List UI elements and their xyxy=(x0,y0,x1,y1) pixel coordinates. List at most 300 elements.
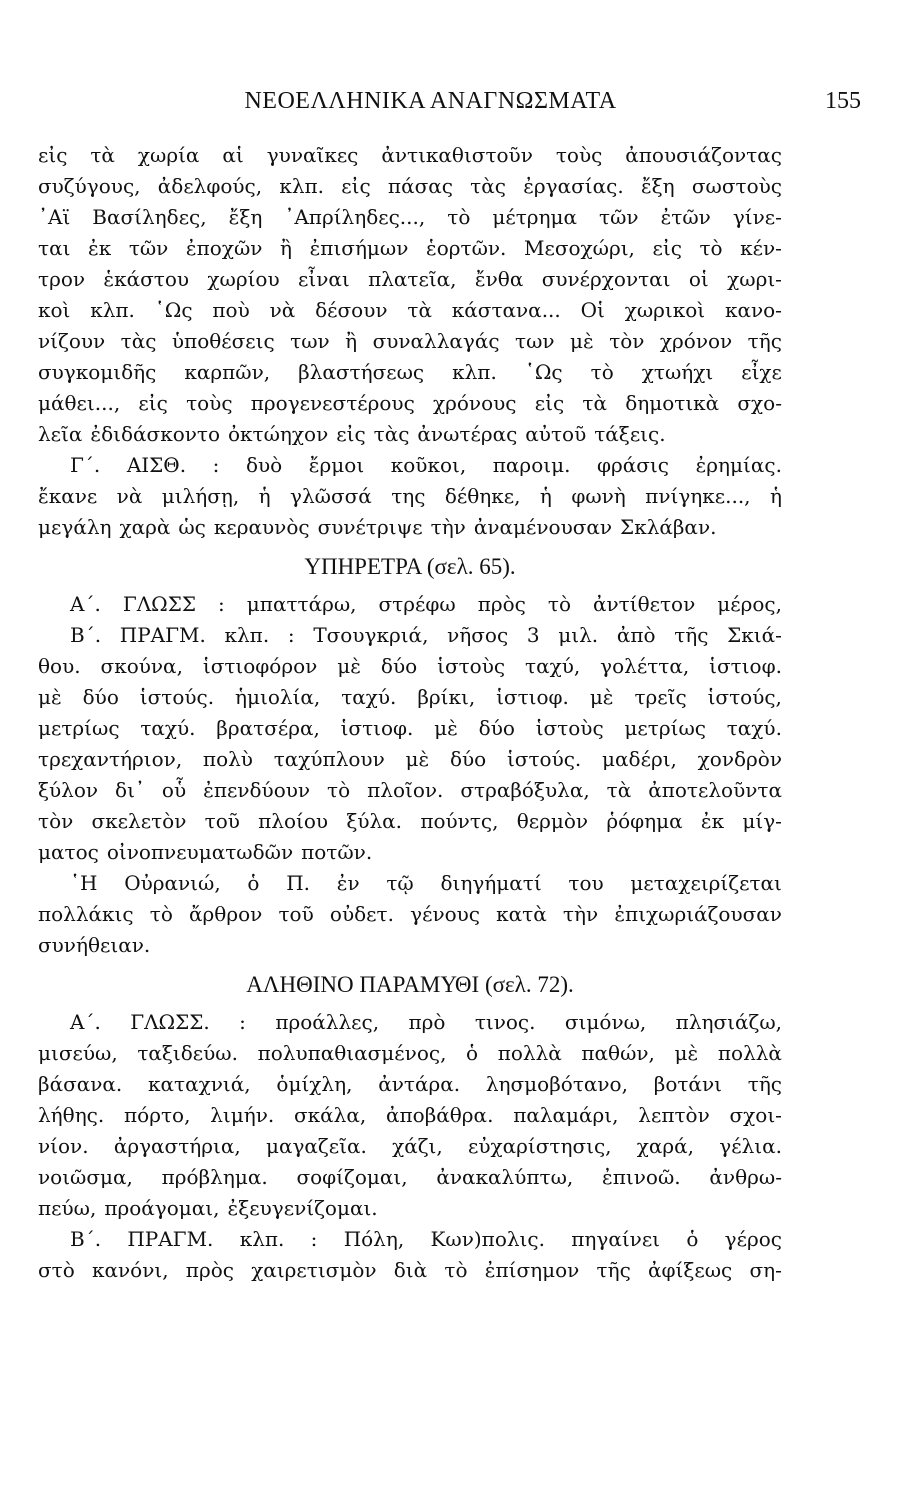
word: εἰς xyxy=(341,174,371,198)
word: Α΄. xyxy=(70,1010,101,1034)
word: χαρά, xyxy=(636,1134,694,1158)
word: πεύω, xyxy=(38,1196,97,1220)
paragraph-ourania xyxy=(38,868,782,961)
word: σκούνα, xyxy=(100,654,183,678)
word: συνέρχονται xyxy=(541,267,671,291)
word: ἀντίθετον xyxy=(593,592,696,616)
text-line xyxy=(38,682,782,713)
word: πόρτο, xyxy=(124,1103,191,1127)
word: Σκιά- xyxy=(727,623,782,647)
word: σκελετὸν xyxy=(91,809,187,833)
word: : xyxy=(310,1227,318,1251)
word: τῆς xyxy=(674,623,709,647)
word: αἱ xyxy=(222,143,244,167)
word: ἀδελφούς, xyxy=(157,174,263,198)
word: στὸ xyxy=(38,1258,75,1282)
word: χρόνους xyxy=(433,391,517,415)
text-line xyxy=(38,233,782,264)
word: ση- xyxy=(749,1258,782,1282)
text-line xyxy=(38,264,782,295)
text-line xyxy=(38,171,782,202)
text-line xyxy=(38,450,782,481)
word: ὁμίχλη, xyxy=(276,1072,353,1096)
word: μεγάλη xyxy=(38,515,112,539)
word: λησμοβότανο, xyxy=(485,1072,628,1096)
word: μεταχειρίζεται xyxy=(630,871,782,895)
word: ἱστιοφόρον xyxy=(202,654,318,678)
word: πρὸς xyxy=(185,1258,234,1282)
text-line xyxy=(38,744,782,775)
paragraph-notes-continued xyxy=(38,140,782,450)
paragraph-glwss-1 xyxy=(38,589,782,620)
word: νὰ xyxy=(269,298,296,322)
word: σοφίζομαι, xyxy=(296,1165,408,1189)
word: χαιρετισμὸν xyxy=(251,1258,377,1282)
word: μπαττάρω, xyxy=(246,592,357,616)
word: γυναῖκες xyxy=(266,143,359,167)
text-line xyxy=(38,140,782,171)
word: τοῦ xyxy=(204,809,240,833)
word: ἡμιολία, xyxy=(235,685,321,709)
word: ἐποχῶν xyxy=(185,236,263,260)
word: ἄρθρον xyxy=(189,902,263,926)
word: ἑκάστου xyxy=(103,267,190,291)
word: ΠΡΑΓΜ. xyxy=(119,623,206,647)
word: γένους xyxy=(410,902,480,926)
text-line xyxy=(38,512,782,543)
word: ἀργαστήρια, xyxy=(113,1134,241,1158)
word: λεπτὸν xyxy=(638,1103,710,1127)
word: σιμόνω, xyxy=(564,1010,647,1034)
text-line xyxy=(38,806,782,837)
word: χωρίου xyxy=(207,267,280,291)
word: δέθηκε, xyxy=(444,484,521,508)
section-heading-ypiretra: ΥΠΗΡΕΤΡΑ (σελ. 65). xyxy=(304,554,516,579)
word: πρόβλημα. xyxy=(161,1165,268,1189)
word: δύο xyxy=(82,685,119,709)
word: τὰς xyxy=(120,329,157,353)
word: συνέτριψε xyxy=(317,515,423,539)
word: πούντς, xyxy=(420,809,499,833)
word: κλπ. xyxy=(224,623,270,647)
word: ἱστούς, xyxy=(707,685,782,709)
paragraph-pragm-2 xyxy=(38,1224,782,1286)
word: πολὺ xyxy=(202,747,253,771)
word: μὲ xyxy=(434,716,458,740)
word: στρέφω xyxy=(378,592,456,616)
word: εἶχε xyxy=(741,360,782,384)
word: νίον. xyxy=(38,1134,89,1158)
running-title: ΝΕΟΕΛΛΗΝΙΚΑ ΑΝΑΓΝΩΣΜΑΤΑ xyxy=(244,88,617,114)
word: ἀποτελοῦντα xyxy=(648,778,782,802)
word: κεραυνὸς xyxy=(213,515,310,539)
text-line xyxy=(38,1131,782,1162)
word: μὲ xyxy=(674,1041,699,1065)
word: ἐπενδύουν xyxy=(203,778,311,802)
word: αὐτοῦ xyxy=(525,422,587,446)
word: ἔξη xyxy=(228,205,263,229)
word: πάσας xyxy=(387,174,453,198)
word: δύο xyxy=(380,654,418,678)
text-line xyxy=(38,1007,782,1038)
word: ἔρμοι xyxy=(308,453,365,477)
word: κλπ. xyxy=(279,174,325,198)
word: ξύλα. xyxy=(346,809,403,833)
word: εὐχαρίστησις, xyxy=(468,1134,612,1158)
text-line xyxy=(38,1100,782,1131)
word: τὰ xyxy=(582,391,607,415)
page-header xyxy=(38,88,861,128)
word: ἐπίσημον xyxy=(484,1258,580,1282)
word: κλπ. xyxy=(452,360,497,384)
word: ἢ xyxy=(345,329,358,353)
word: γλῶσσά xyxy=(290,484,372,508)
word: εἰς xyxy=(38,143,68,167)
word: συγκομιδῆς xyxy=(38,360,157,384)
word: νὰ xyxy=(116,484,143,508)
text-line xyxy=(38,326,782,357)
word: τὰ xyxy=(90,143,115,167)
word: πολυπαθιασμένος, xyxy=(257,1041,447,1065)
word: σκάλα, xyxy=(294,1103,367,1127)
word: κάστανα... xyxy=(451,298,561,322)
word: ἐπισήμων xyxy=(309,236,409,260)
word: μὲ xyxy=(570,329,594,353)
word: ἀντάρα. xyxy=(378,1072,461,1096)
word: τὸ xyxy=(149,902,173,926)
word: ἔκανε xyxy=(38,484,98,508)
word: τὸν xyxy=(609,329,645,353)
word: χτωήχι xyxy=(641,360,714,384)
word: Πόλη, xyxy=(343,1227,405,1251)
word: ΑΙΣΘ. xyxy=(126,453,187,477)
word: χάζι, xyxy=(392,1134,443,1158)
word: τῆς xyxy=(747,329,782,353)
word: ἱστιοφ. xyxy=(340,716,414,740)
word: του xyxy=(568,871,604,895)
word: Π. xyxy=(286,871,310,895)
word: ἱστούς. xyxy=(139,685,215,709)
word: μετρίως xyxy=(624,716,706,740)
word: ἀναμένουσαν xyxy=(473,515,613,539)
word: ἢ xyxy=(280,236,292,260)
word: τὰς xyxy=(373,422,410,446)
word: πολλάκις xyxy=(38,902,134,926)
word: δημοτικὰ xyxy=(625,391,720,415)
paragraph-pragm-1 xyxy=(38,620,782,868)
word: : xyxy=(212,453,220,477)
paragraph-glwss-2 xyxy=(38,1007,782,1224)
word: λιμήν. xyxy=(210,1103,275,1127)
word: κοὶ xyxy=(38,298,71,322)
word: μέτρημα xyxy=(492,205,578,229)
word: ποτῶν. xyxy=(301,840,373,864)
text-line xyxy=(38,295,782,326)
word: ταχύ, xyxy=(525,654,581,678)
word: ἐπινοῶ. xyxy=(602,1165,681,1189)
text-line xyxy=(38,1224,782,1255)
text-line xyxy=(38,775,782,806)
word: ταχύπλουν xyxy=(273,747,385,771)
word: πολλὰ xyxy=(497,1041,562,1065)
word: της xyxy=(391,484,426,508)
word: μετρίως xyxy=(38,716,120,740)
word: φράσις xyxy=(597,453,669,477)
word: πλοίου xyxy=(258,809,329,833)
word: ἐκ xyxy=(88,236,112,260)
word: χρόνον xyxy=(659,329,733,353)
word: μιλ. xyxy=(558,623,599,647)
word: των xyxy=(515,329,555,353)
text-line xyxy=(38,1193,782,1224)
word: λήθης. xyxy=(38,1103,105,1127)
word: καταχνιά, xyxy=(148,1072,251,1096)
page-number: 155 xyxy=(825,88,861,114)
word: καρπῶν, xyxy=(184,360,271,384)
word: τρεῖς xyxy=(634,685,687,709)
word: κοῦκοι, xyxy=(390,453,467,477)
word: ἡ xyxy=(539,484,552,508)
text-line xyxy=(38,202,782,233)
word: κανόνι, xyxy=(92,1258,169,1282)
word: τῶν xyxy=(128,236,169,260)
word: διηγήματί xyxy=(440,871,542,895)
word: μαδέρι, xyxy=(602,747,677,771)
word: συνήθειαν. xyxy=(38,933,151,957)
word: τῷ xyxy=(386,871,414,895)
word: βάσανα. xyxy=(38,1072,123,1096)
word: ἱστοὺς xyxy=(437,654,506,678)
word: ἐκ xyxy=(700,809,725,833)
text-line xyxy=(38,1069,782,1100)
word: ἀνακαλύπτω, xyxy=(436,1165,574,1189)
word: ᾿Αϊ xyxy=(38,205,71,229)
word: ταχύ. xyxy=(140,716,196,740)
word: εἰς xyxy=(534,391,565,415)
word: δυὸ xyxy=(245,453,283,477)
word: χωρι- xyxy=(727,267,782,291)
word: : xyxy=(239,1010,246,1034)
word: ΓΛΩΣΣ xyxy=(122,592,197,616)
word: τῆς xyxy=(596,1258,631,1282)
word: πλατεῖα, xyxy=(368,267,457,291)
word: φωνὴ xyxy=(571,484,626,508)
word: ὁ xyxy=(466,1041,479,1065)
word: Β΄. xyxy=(70,1227,102,1251)
word: βρατσέρα, xyxy=(216,716,320,740)
text-line xyxy=(38,837,782,868)
word: οὗ xyxy=(161,778,187,802)
word: μὲ xyxy=(405,747,430,771)
word: λεῖα xyxy=(38,422,83,446)
word: τὰ xyxy=(407,298,432,322)
word: ἀπὸ xyxy=(616,623,656,647)
word: κέν- xyxy=(740,236,782,260)
word: μάθει..., xyxy=(38,391,121,415)
word: ποὺ xyxy=(212,298,250,322)
word: πρὸς xyxy=(477,592,526,616)
word: τοὺς xyxy=(186,391,233,415)
word: κανο- xyxy=(724,298,782,322)
word: ΓΛΩΣΣ. xyxy=(130,1010,210,1034)
word: πρὸ xyxy=(408,1010,446,1034)
word: βοτάνι xyxy=(653,1072,722,1096)
word: ὁ xyxy=(686,1227,699,1251)
word: γέρος xyxy=(724,1227,782,1251)
word: νίζουν xyxy=(38,329,106,353)
word: : xyxy=(287,623,295,647)
word: ῾Ως xyxy=(524,360,563,384)
word: ἀνωτέρας xyxy=(417,422,518,446)
word: τὴν xyxy=(430,515,466,539)
word: προάγομαι, xyxy=(104,1196,220,1220)
text-line xyxy=(38,713,782,744)
word: κλπ. xyxy=(90,298,135,322)
word: μέρος, xyxy=(717,592,782,616)
word: γολέττα, xyxy=(600,654,690,678)
word: σχοι- xyxy=(729,1103,782,1127)
text-line xyxy=(38,651,782,682)
word: ἐρημίας. xyxy=(695,453,782,477)
word: τὰς xyxy=(470,174,506,198)
word: νῆσος xyxy=(447,623,509,647)
word: ἑορτῶν. xyxy=(425,236,507,260)
word: τὸ xyxy=(447,205,471,229)
word: ῾Η xyxy=(70,871,98,895)
word: μαγαζεῖα. xyxy=(265,1134,367,1158)
word: γίνε- xyxy=(732,205,782,229)
word: πηγαίνει xyxy=(571,1227,661,1251)
word: ἐτῶν xyxy=(660,205,711,229)
word: ταξιδεύω. xyxy=(137,1041,238,1065)
word: ἀποβάθρα. xyxy=(386,1103,494,1127)
word: ἱστοὺς xyxy=(535,716,604,740)
word: θερμὸν xyxy=(516,809,589,833)
word: χονδρὸν xyxy=(697,747,782,771)
word: μὲ xyxy=(337,654,361,678)
word: οἰνοπνευματωδῶν xyxy=(106,840,294,864)
word: δι᾿ xyxy=(115,778,145,802)
word: εἰς xyxy=(138,391,168,415)
text-line xyxy=(38,388,782,419)
word: τὸ xyxy=(547,592,571,616)
word: ξύλον xyxy=(38,778,99,802)
word: σωστοὺς xyxy=(691,174,782,198)
word: εἶναι xyxy=(298,267,350,291)
word: δέσουν xyxy=(315,298,388,322)
word: ΠΡΑΓΜ. xyxy=(127,1227,214,1251)
word: ἐν xyxy=(336,871,360,895)
word: ῾Ως xyxy=(154,298,193,322)
word: πολλὰ xyxy=(717,1041,782,1065)
word: πνίγηκε..., xyxy=(645,484,751,508)
word: Σκλάβαν. xyxy=(620,515,717,539)
word: παλαμάρι, xyxy=(513,1103,619,1127)
word: ὑποθέσεις xyxy=(171,329,275,353)
text-line xyxy=(38,481,782,512)
page-body xyxy=(38,140,782,1286)
section-heading-alithino-paramythi: ΑΛΗΘΙΝΟ ΠΑΡΑΜΥΘΙ (σελ. 72). xyxy=(246,972,574,997)
word: τρον xyxy=(38,267,86,291)
word: των xyxy=(290,329,330,353)
word: ἡ xyxy=(769,484,782,508)
word: χωρικοὶ xyxy=(624,298,706,322)
word: ἱστιοφ. xyxy=(709,654,782,678)
word: τὸ xyxy=(327,778,351,802)
text-line xyxy=(38,1255,782,1286)
word: τὴν xyxy=(562,902,599,926)
word: ταχύ. xyxy=(341,685,397,709)
word: προάλλες, xyxy=(275,1010,380,1034)
text-line xyxy=(38,1038,782,1069)
word: οἱ xyxy=(688,267,709,291)
word: ματος xyxy=(38,840,99,864)
word: μισεύω, xyxy=(38,1041,118,1065)
word: δύο xyxy=(449,747,487,771)
word: Τσουγκριά, xyxy=(313,623,429,647)
word: νοιῶσμα, xyxy=(38,1165,133,1189)
word: Βασίληδες, xyxy=(92,205,207,229)
word: στραβόξυλα, xyxy=(460,778,590,802)
word: ἔξη xyxy=(640,174,675,198)
word: τρεχαντήριον, xyxy=(38,747,183,771)
word: οὐδετ. xyxy=(329,902,394,926)
word: θου. xyxy=(38,654,81,678)
word: : xyxy=(218,592,225,616)
word: ταχύ. xyxy=(726,716,782,740)
word: τοὺς xyxy=(555,143,603,167)
word: ἔνθα xyxy=(474,267,524,291)
text-line xyxy=(38,419,782,450)
word: τοῦ xyxy=(278,902,314,926)
word: κλπ. xyxy=(239,1227,285,1251)
word: εἰς xyxy=(652,236,682,260)
word: τάξεις. xyxy=(594,422,666,446)
word: συζύγους, xyxy=(38,174,141,198)
word: τινος. xyxy=(474,1010,536,1034)
word: Οὐρανιώ, xyxy=(124,871,221,895)
text-line xyxy=(38,868,782,899)
word: κατὰ xyxy=(496,902,547,926)
word: χωρία xyxy=(137,143,200,167)
word: τὸ xyxy=(444,1258,468,1282)
word: τῶν xyxy=(599,205,639,229)
word: ὁ xyxy=(247,871,260,895)
word: χαρὰ xyxy=(119,515,171,539)
word: βρίκι, xyxy=(417,685,476,709)
text-line xyxy=(38,1162,782,1193)
word: παροιμ. xyxy=(492,453,571,477)
word: τὸν xyxy=(38,809,74,833)
word: Κων)πολις. xyxy=(430,1227,545,1251)
word: Β΄. xyxy=(70,623,102,647)
text-line xyxy=(38,620,782,651)
word: ᾿Απρίληδες..., xyxy=(284,205,426,229)
word: εἰς xyxy=(336,422,366,446)
word: πλοῖον. xyxy=(367,778,444,802)
word: ὀκτώηχον xyxy=(228,422,329,446)
word: τῆς xyxy=(747,1072,782,1096)
word: ἀνθρω- xyxy=(709,1165,782,1189)
text-line xyxy=(38,930,782,961)
text-line xyxy=(38,899,782,930)
word: Μεσοχώρι, xyxy=(523,236,635,260)
word: ἀπουσιάζοντας xyxy=(625,143,782,167)
word: ῥόφημα xyxy=(606,809,683,833)
word: Γ΄. xyxy=(70,453,101,477)
word: τὸ xyxy=(590,360,614,384)
word: ται xyxy=(38,236,71,260)
